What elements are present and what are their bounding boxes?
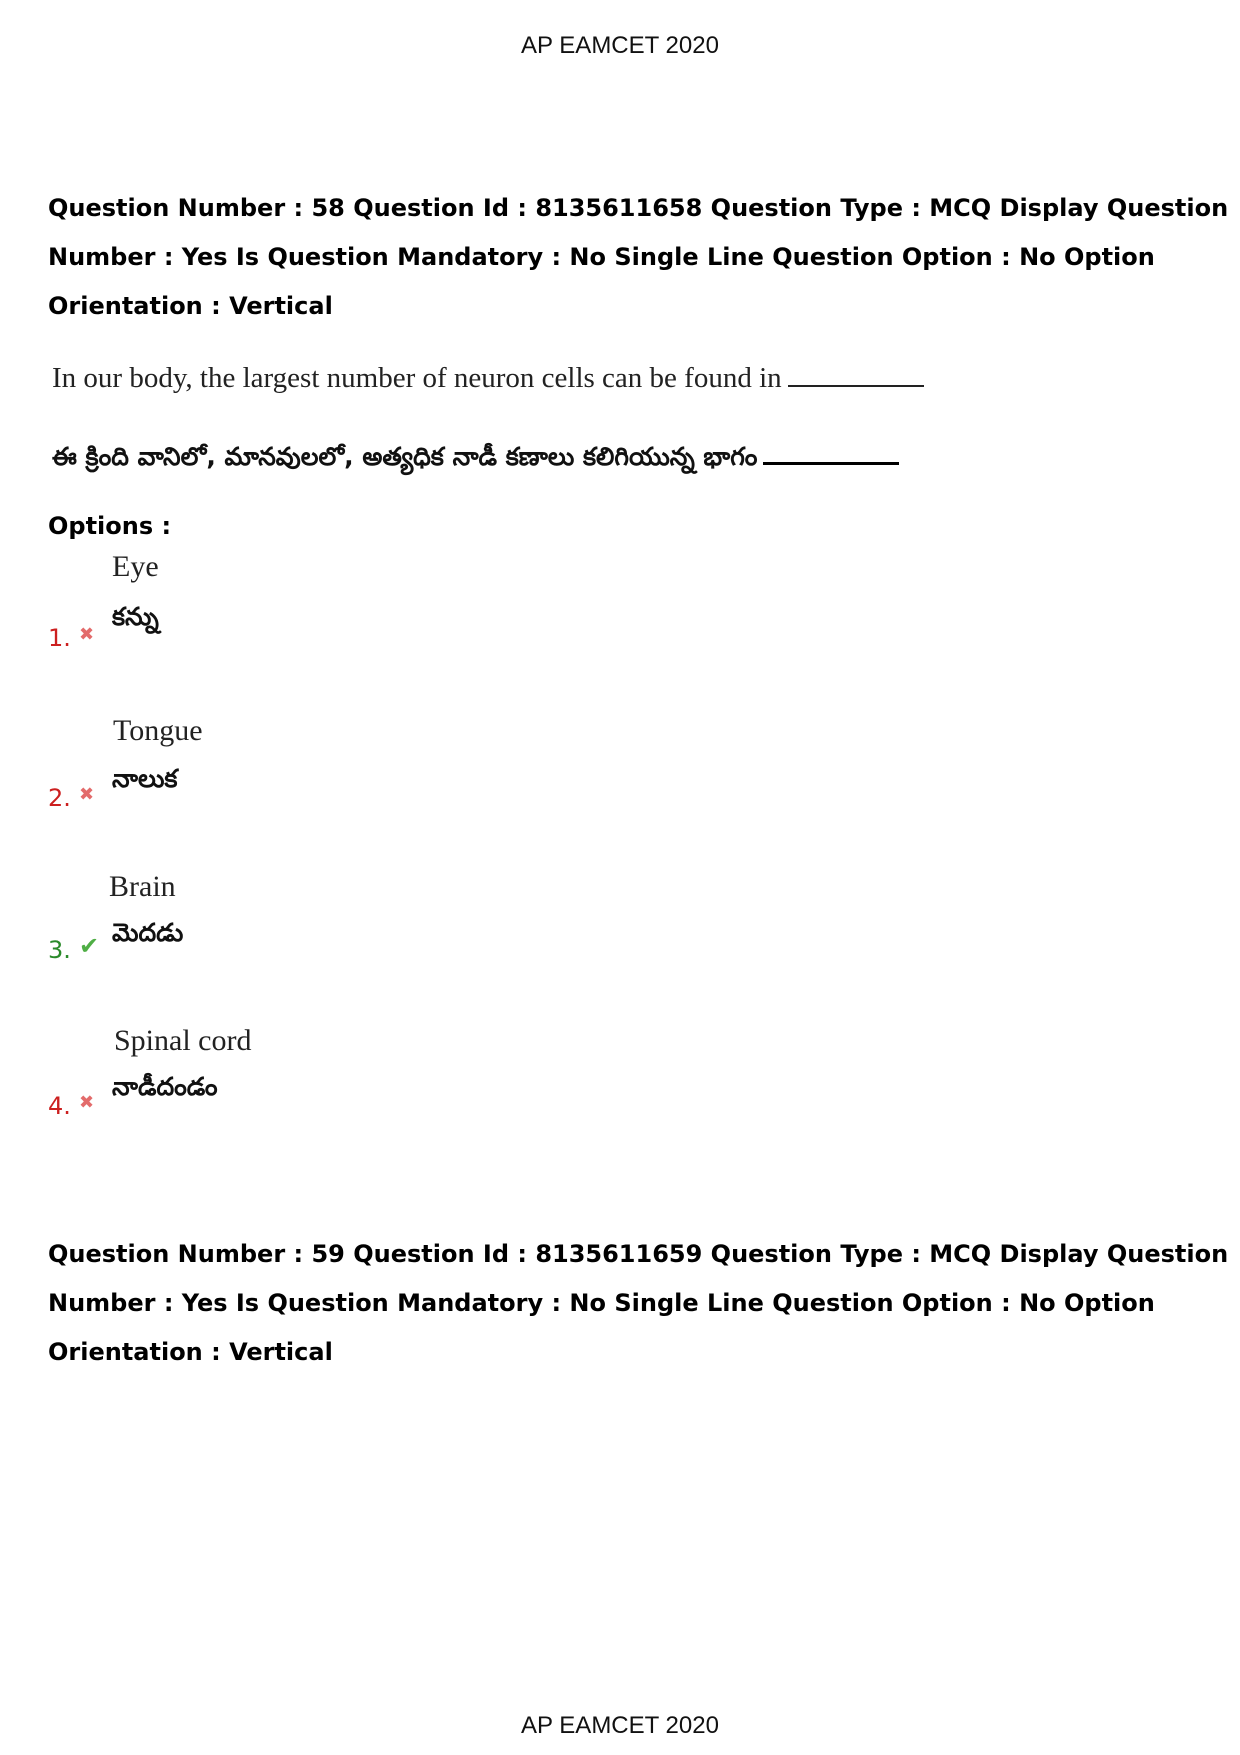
cross-icon: ✖ bbox=[79, 784, 95, 805]
cross-icon: ✖ bbox=[79, 1092, 95, 1113]
question-text-english-body: In our body, the largest number of neuron cells can be found in bbox=[52, 362, 782, 394]
answer-blank bbox=[763, 462, 899, 465]
option-2-telugu: నాలుక bbox=[112, 764, 178, 793]
option-3-telugu: మెదడు bbox=[112, 918, 184, 947]
answer-blank bbox=[788, 385, 924, 387]
option-number: 2. bbox=[48, 784, 71, 812]
option-1-telugu: కన్ను bbox=[112, 602, 159, 631]
question-text-english bbox=[52, 362, 924, 395]
option-number: 1. bbox=[48, 624, 71, 652]
option-1 bbox=[0, 550, 1240, 670]
option-3 bbox=[0, 870, 1240, 990]
option-4 bbox=[0, 1024, 1240, 1144]
question-meta-line: Orientation : Vertical bbox=[48, 292, 333, 320]
option-1-english: Eye bbox=[112, 550, 159, 583]
option-3-english: Brain bbox=[109, 870, 176, 903]
option-4-telugu: నాడీదండం bbox=[112, 1072, 218, 1101]
question-59-meta bbox=[48, 1230, 1229, 1377]
option-2 bbox=[0, 714, 1240, 834]
question-meta-line: Question Number : 58 Question Id : 8135611658 Question Type : MCQ Display Question bbox=[48, 194, 1229, 222]
question-text-telugu-body: ఈ క్రింది వానిలో, మానవులలో, అత్యధిక నాడీ కణాలు కలిగియున్న భాగం bbox=[52, 442, 758, 471]
question-meta-line: Orientation : Vertical bbox=[48, 1338, 333, 1366]
question-text-telugu bbox=[52, 442, 899, 478]
page-header: AP EAMCET 2020 bbox=[521, 32, 719, 59]
check-icon: ✔ bbox=[79, 932, 100, 960]
cross-icon: ✖ bbox=[79, 624, 95, 645]
option-number: 3. bbox=[48, 936, 71, 964]
question-meta-line: Number : Yes Is Question Mandatory : No Single Line Question Option : No Option bbox=[48, 1289, 1155, 1317]
page-footer: AP EAMCET 2020 bbox=[521, 1712, 719, 1739]
option-2-english: Tongue bbox=[113, 714, 203, 747]
option-4-english: Spinal cord bbox=[114, 1024, 252, 1057]
options-label: Options : bbox=[48, 512, 172, 540]
option-number: 4. bbox=[48, 1092, 71, 1120]
question-meta-line: Question Number : 59 Question Id : 8135611659 Question Type : MCQ Display Question bbox=[48, 1240, 1229, 1268]
question-meta-line: Number : Yes Is Question Mandatory : No Single Line Question Option : No Option bbox=[48, 243, 1155, 271]
question-58-meta bbox=[48, 184, 1229, 331]
